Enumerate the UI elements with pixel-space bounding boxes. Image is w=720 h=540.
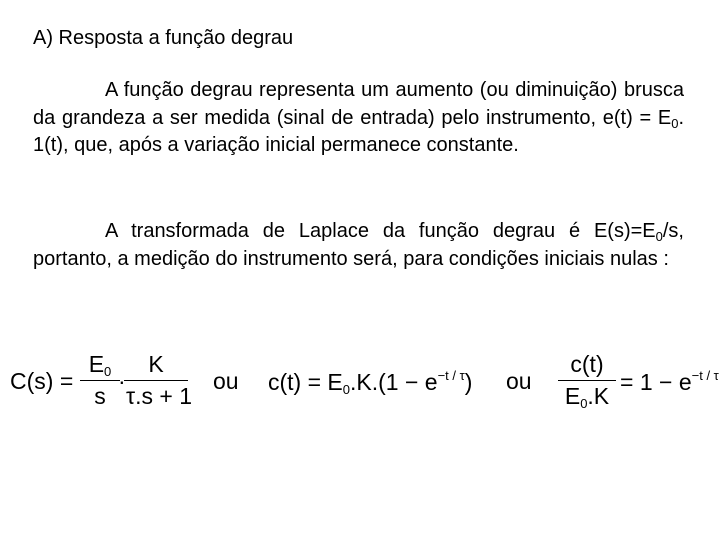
exponent: −t / τ [437, 368, 465, 383]
paragraph-text: A função degrau representa um aumento (ou diminuição) brusca da grandeza a ser medida (sinal de entrada) pelo instrumento, e(t) = E [33, 79, 684, 129]
subscript: 0 [342, 382, 350, 397]
denominator-text: E [564, 383, 581, 409]
eq3-fraction [558, 351, 616, 410]
paragraph-text: A transformada de Laplace da função degrau é E(s)=E [105, 220, 656, 242]
fraction-numerator: K [148, 351, 164, 377]
numerator-text: E [88, 351, 105, 377]
exponent: −t / τ [691, 368, 719, 383]
eq2-text: ) [464, 369, 473, 395]
denominator-text: .K [587, 383, 610, 409]
paragraph-text: . 1(t), que, após a variação inicial permanece constante. [33, 106, 684, 156]
eq2-text: c(t) = E [268, 369, 343, 395]
equations-row [0, 345, 720, 425]
fraction-bar [80, 380, 120, 381]
eq2-text: .K.(1 − e [350, 369, 438, 395]
eq2 [268, 368, 472, 396]
eq3-text: = 1 − e [620, 369, 692, 395]
eq1-fraction-1 [80, 351, 120, 410]
ou-label-1: ou [213, 368, 239, 394]
section-heading: A) Resposta a função degrau [33, 27, 294, 49]
subscript: 0 [671, 115, 679, 131]
subscript: 0 [655, 229, 663, 244]
subscript: 0 [104, 364, 112, 379]
ou-label-2: ou [506, 368, 532, 394]
eq1-fraction-2 [124, 351, 192, 410]
fraction-bar [124, 380, 188, 381]
fraction-denominator: τ.s + 1 [126, 383, 192, 409]
subscript: 0 [580, 396, 588, 411]
eq3-rhs [620, 368, 719, 396]
fraction-numerator: c(t) [570, 351, 604, 377]
fraction-numerator [80, 351, 120, 378]
eq1-lhs: C(s) = [10, 368, 74, 394]
fraction-bar [558, 380, 616, 381]
fraction-denominator [558, 383, 616, 410]
eq1-dot: · [118, 368, 126, 394]
paragraph-text: /s, portanto, a medição do instrumento será, para condições iniciais nulas : [33, 220, 684, 270]
fraction-denominator: s [94, 383, 106, 409]
paragraph-step-definition [33, 77, 684, 160]
paragraph-laplace [33, 218, 684, 273]
